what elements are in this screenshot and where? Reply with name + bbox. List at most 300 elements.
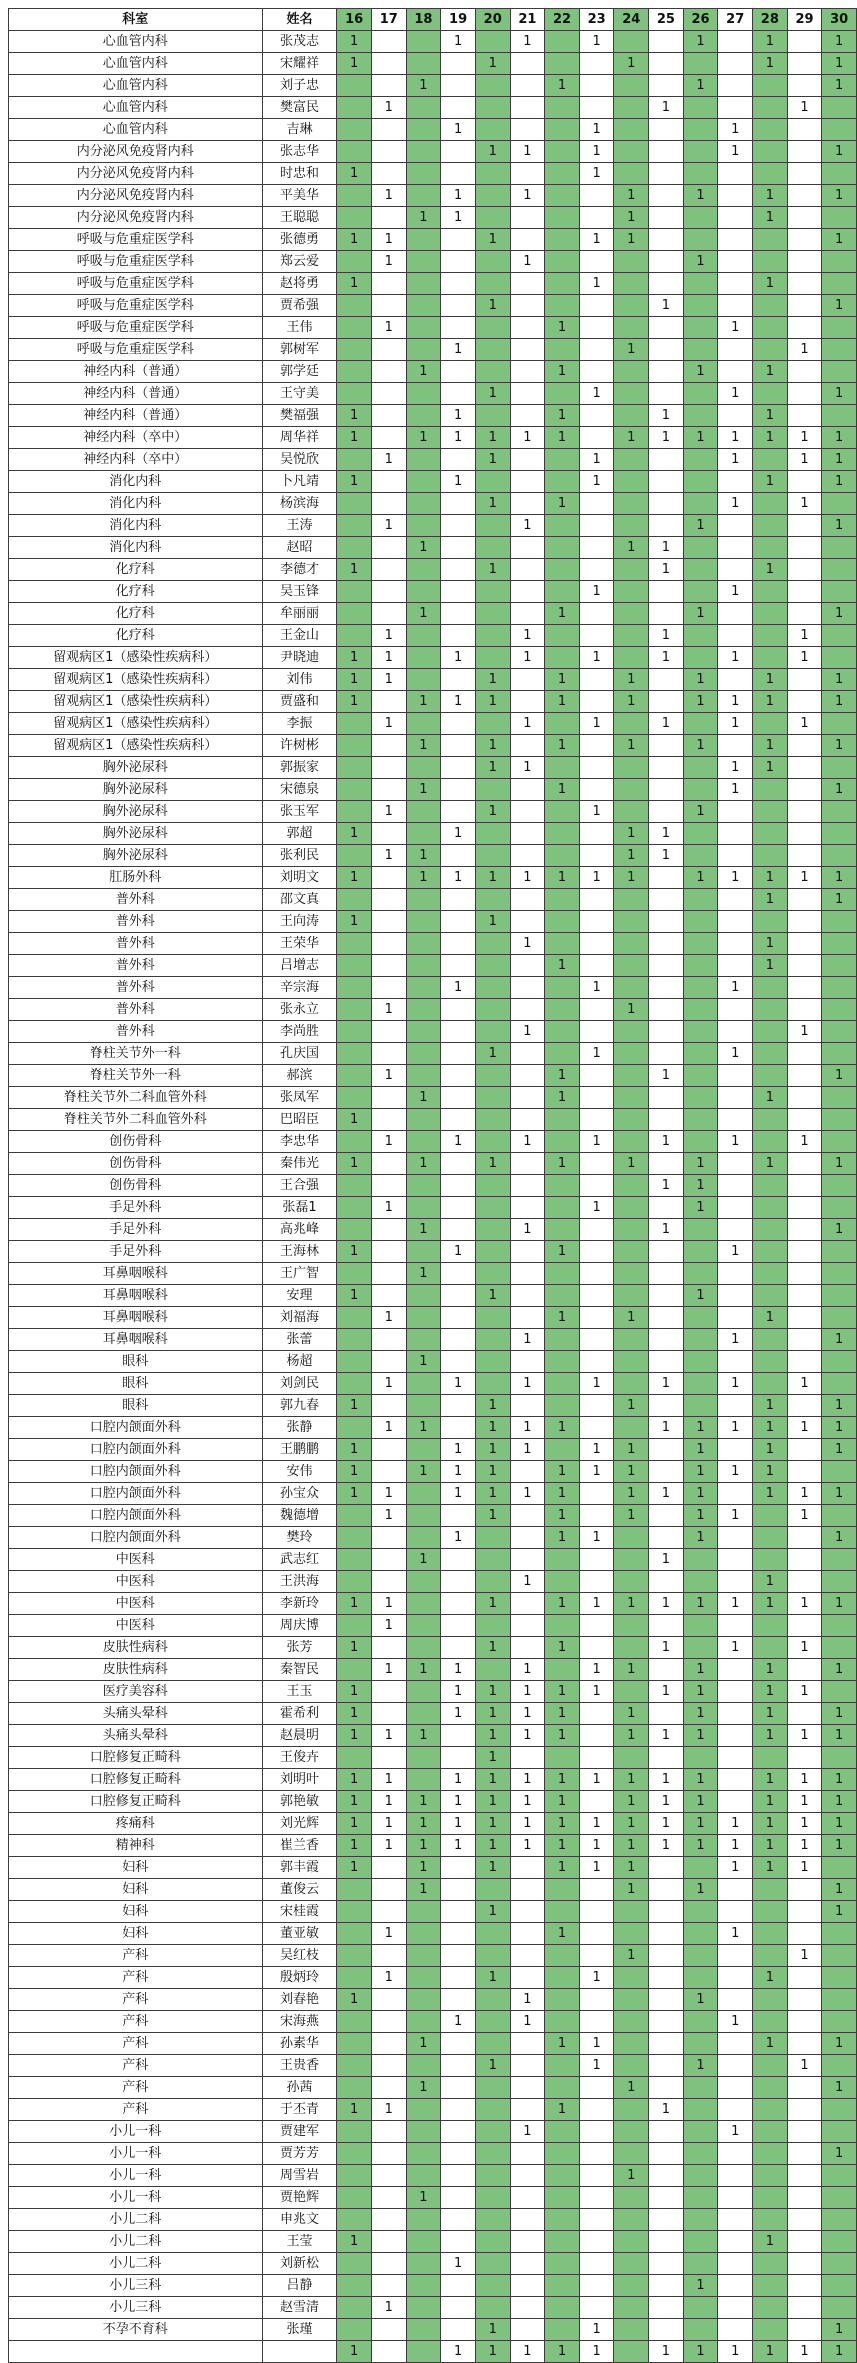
day-cell-26 [683,1307,718,1329]
day-cell-20: 1 [475,801,510,823]
day-cell-23: 1 [579,1461,614,1483]
table-row [9,1527,857,1549]
name-cell: 牟丽丽 [262,603,337,625]
day-cell-21: 1 [510,1417,545,1439]
day-cell-28 [753,1351,788,1373]
day-cell-21: 1 [510,31,545,53]
day-cell-21 [510,2165,545,2187]
day-cell-22: 1 [545,75,580,97]
day-cell-17 [371,691,406,713]
name-cell: 张茂志 [262,31,337,53]
day-cell-20: 1 [475,1417,510,1439]
day-cell-28 [753,1549,788,1571]
name-cell: 赵晨明 [262,1725,337,1747]
day-cell-25 [649,1879,684,1901]
day-cell-26 [683,1351,718,1373]
day-cell-22 [545,537,580,559]
name-cell: 张静 [262,1417,337,1439]
day-cell-30 [822,97,857,119]
day-cell-16 [337,889,372,911]
day-cell-20: 1 [475,1637,510,1659]
day-cell-23 [579,251,614,273]
day-cell-27: 1 [718,581,753,603]
day-cell-26 [683,1373,718,1395]
dept-cell: 留观病区1（感染性疾病科） [9,669,263,691]
day-cell-21 [510,361,545,383]
day-cell-20 [475,1571,510,1593]
day-cell-17 [371,2011,406,2033]
day-cell-17 [371,735,406,757]
day-cell-17 [371,2341,406,2363]
day-cell-25: 1 [649,427,684,449]
day-cell-29 [787,691,822,713]
day-cell-19 [441,1571,476,1593]
day-cell-23 [579,2121,614,2143]
day-cell-25 [649,2055,684,2077]
day-cell-16 [337,449,372,471]
day-cell-21 [510,317,545,339]
day-cell-23: 1 [579,1043,614,1065]
day-cell-25: 1 [649,537,684,559]
day-cell-24 [614,911,649,933]
day-cell-16: 1 [337,691,372,713]
day-cell-23 [579,339,614,361]
day-cell-25: 1 [649,647,684,669]
day-cell-25: 1 [649,1219,684,1241]
day-cell-28: 1 [753,273,788,295]
day-cell-16 [337,735,372,757]
day-cell-19 [441,97,476,119]
name-cell: 刘福海 [262,1307,337,1329]
dept-cell: 皮肤性病科 [9,1637,263,1659]
day-cell-22: 1 [545,427,580,449]
name-cell: 张蕾 [262,1329,337,1351]
day-cell-20 [475,2253,510,2275]
name-cell: 刘明叶 [262,1769,337,1791]
day-cell-26: 1 [683,1791,718,1813]
day-cell-24 [614,2121,649,2143]
day-cell-18: 1 [406,1351,441,1373]
day-cell-28 [753,647,788,669]
day-cell-23 [579,53,614,75]
day-cell-17 [371,1043,406,1065]
day-cell-21: 1 [510,141,545,163]
day-cell-23: 1 [579,449,614,471]
day-cell-27 [718,2231,753,2253]
header-day-16: 16 [337,9,372,31]
day-cell-24: 1 [614,229,649,251]
day-cell-20: 1 [475,493,510,515]
day-cell-19 [441,2209,476,2231]
header-day-26: 26 [683,9,718,31]
day-cell-30: 1 [822,1725,857,1747]
day-cell-24 [614,1175,649,1197]
day-cell-26 [683,317,718,339]
day-cell-30: 1 [822,295,857,317]
name-cell: 崔兰香 [262,1835,337,1857]
day-cell-18: 1 [406,1791,441,1813]
day-cell-22 [545,2077,580,2099]
day-cell-21 [510,2297,545,2319]
table-row [9,1131,857,1153]
day-cell-20 [475,933,510,955]
day-cell-18 [406,515,441,537]
day-cell-24 [614,405,649,427]
dept-cell: 耳鼻咽喉科 [9,1285,263,1307]
day-cell-20: 1 [475,1593,510,1615]
day-cell-18 [406,801,441,823]
day-cell-17 [371,339,406,361]
day-cell-18: 1 [406,1857,441,1879]
day-cell-21 [510,229,545,251]
day-cell-24: 1 [614,1461,649,1483]
dept-cell: 口腔内颌面外科 [9,1527,263,1549]
day-cell-19 [441,1967,476,1989]
day-cell-24 [614,1197,649,1219]
day-cell-22 [545,757,580,779]
table-row [9,1769,857,1791]
day-cell-25 [649,1857,684,1879]
dept-cell: 不孕不育科 [9,2319,263,2341]
day-cell-30 [822,339,857,361]
day-cell-23 [579,1285,614,1307]
day-cell-16 [337,1571,372,1593]
day-cell-17: 1 [371,1131,406,1153]
day-cell-20 [475,1021,510,1043]
table-row [9,2187,857,2209]
day-cell-24 [614,1967,649,1989]
day-cell-30 [822,1989,857,2011]
day-cell-24 [614,97,649,119]
table-row [9,163,857,185]
day-cell-26 [683,889,718,911]
day-cell-24: 1 [614,845,649,867]
day-cell-26: 1 [683,361,718,383]
day-cell-21: 1 [510,1571,545,1593]
day-cell-23 [579,537,614,559]
day-cell-18 [406,2055,441,2077]
day-cell-30 [822,2297,857,2319]
day-cell-19: 1 [441,1813,476,1835]
day-cell-21: 1 [510,1681,545,1703]
day-cell-22 [545,2165,580,2187]
day-cell-26 [683,53,718,75]
day-cell-23: 1 [579,801,614,823]
day-cell-25: 1 [649,2099,684,2121]
day-cell-27 [718,53,753,75]
day-cell-17: 1 [371,1725,406,1747]
table-row [9,273,857,295]
day-cell-27: 1 [718,1043,753,1065]
day-cell-21 [510,779,545,801]
day-cell-17 [371,1241,406,1263]
day-cell-21: 1 [510,1131,545,1153]
dept-cell: 神经内科（普通） [9,361,263,383]
day-cell-26 [683,1637,718,1659]
day-cell-26 [683,295,718,317]
day-cell-27 [718,1307,753,1329]
day-cell-26: 1 [683,1175,718,1197]
name-cell: 秦智民 [262,1659,337,1681]
day-cell-17 [371,1329,406,1351]
day-cell-29 [787,2099,822,2121]
day-cell-22: 1 [545,691,580,713]
day-cell-22 [545,449,580,471]
day-cell-18 [406,449,441,471]
day-cell-22 [545,1109,580,1131]
day-cell-28 [753,2077,788,2099]
day-cell-22: 1 [545,1065,580,1087]
name-cell: 贾盛和 [262,691,337,713]
day-cell-25 [649,2209,684,2231]
day-cell-18: 1 [406,2033,441,2055]
day-cell-16 [337,207,372,229]
day-cell-30 [822,1549,857,1571]
name-cell: 王俊卉 [262,1747,337,1769]
day-cell-18 [406,317,441,339]
table-row [9,2033,857,2055]
day-cell-26 [683,1967,718,1989]
day-cell-25: 1 [649,1637,684,1659]
day-cell-24 [614,977,649,999]
day-cell-18 [406,2231,441,2253]
day-cell-26 [683,2121,718,2143]
day-cell-29 [787,1087,822,1109]
day-cell-28 [753,2187,788,2209]
day-cell-23 [579,97,614,119]
name-cell: 王荣华 [262,933,337,955]
day-cell-30 [822,1681,857,1703]
table-row [9,2297,857,2319]
day-cell-16 [337,1615,372,1637]
day-cell-23 [579,1725,614,1747]
day-cell-17 [371,2121,406,2143]
day-cell-21 [510,53,545,75]
day-cell-30 [822,1747,857,1769]
day-cell-28: 1 [753,1791,788,1813]
day-cell-30 [822,207,857,229]
day-cell-16: 1 [337,1791,372,1813]
name-cell: 许树彬 [262,735,337,757]
day-cell-29 [787,2187,822,2209]
day-cell-18 [406,163,441,185]
day-cell-21 [510,1241,545,1263]
day-cell-25 [649,1461,684,1483]
day-cell-16: 1 [337,1461,372,1483]
dept-cell: 小儿二科 [9,2209,263,2231]
day-cell-28 [753,2275,788,2297]
day-cell-28 [753,1197,788,1219]
table-row [9,2319,857,2341]
day-cell-19: 1 [441,339,476,361]
day-cell-28 [753,1901,788,1923]
day-cell-30: 1 [822,603,857,625]
day-cell-25 [649,1901,684,1923]
day-cell-30 [822,977,857,999]
day-cell-24 [614,2341,649,2363]
day-cell-30 [822,1637,857,1659]
day-cell-22 [545,625,580,647]
name-cell: 张凤军 [262,1087,337,1109]
day-cell-28: 1 [753,1395,788,1417]
day-cell-17: 1 [371,251,406,273]
name-cell: 吴悦欣 [262,449,337,471]
day-cell-19: 1 [441,1791,476,1813]
day-cell-20 [475,1549,510,1571]
day-cell-16 [337,2055,372,2077]
day-cell-30 [822,1923,857,1945]
day-cell-16 [337,625,372,647]
day-cell-26: 1 [683,1769,718,1791]
day-cell-25: 1 [649,1681,684,1703]
day-cell-28 [753,295,788,317]
header-day-20: 20 [475,9,510,31]
day-cell-30 [822,2011,857,2033]
day-cell-17: 1 [371,999,406,1021]
day-cell-18 [406,1373,441,1395]
day-cell-23 [579,2165,614,2187]
day-cell-25 [649,955,684,977]
day-cell-29 [787,1461,822,1483]
day-cell-24 [614,251,649,273]
dept-cell: 留观病区1（感染性疾病科） [9,735,263,757]
day-cell-24 [614,1263,649,1285]
day-cell-17 [371,603,406,625]
day-cell-24: 1 [614,1703,649,1725]
day-cell-16 [337,361,372,383]
day-cell-17 [371,31,406,53]
day-cell-27 [718,955,753,977]
day-cell-21 [510,2275,545,2297]
dept-cell: 妇科 [9,1879,263,1901]
table-row [9,2077,857,2099]
day-cell-24: 1 [614,1483,649,1505]
day-cell-27 [718,1109,753,1131]
day-cell-20: 1 [475,1461,510,1483]
day-cell-16 [337,141,372,163]
name-cell: 郭九春 [262,1395,337,1417]
day-cell-25 [649,1945,684,1967]
day-cell-17 [371,295,406,317]
day-cell-20 [475,955,510,977]
day-cell-29 [787,1747,822,1769]
day-cell-27 [718,1989,753,2011]
day-cell-27: 1 [718,383,753,405]
day-cell-29 [787,537,822,559]
table-row [9,1021,857,1043]
day-cell-29 [787,2143,822,2165]
day-cell-21 [510,911,545,933]
day-cell-24: 1 [614,2165,649,2187]
day-cell-18 [406,2121,441,2143]
name-cell: 吉琳 [262,119,337,141]
day-cell-28: 1 [753,427,788,449]
day-cell-30 [822,1263,857,1285]
day-cell-20: 1 [475,867,510,889]
day-cell-26: 1 [683,1659,718,1681]
day-cell-30 [822,1307,857,1329]
day-cell-23 [579,207,614,229]
day-cell-23 [579,1549,614,1571]
day-cell-27: 1 [718,1505,753,1527]
day-cell-18 [406,405,441,427]
day-cell-28: 1 [753,757,788,779]
day-cell-21: 1 [510,1835,545,1857]
day-cell-26 [683,1395,718,1417]
day-cell-17: 1 [371,1065,406,1087]
day-cell-29 [787,1395,822,1417]
dept-cell: 普外科 [9,933,263,955]
name-cell: 张瑾 [262,2319,337,2341]
day-cell-18 [406,1505,441,1527]
day-cell-25 [649,119,684,141]
day-cell-27 [718,1527,753,1549]
day-cell-21: 1 [510,1725,545,1747]
day-cell-22: 1 [545,493,580,515]
table-row [9,1043,857,1065]
day-cell-24 [614,581,649,603]
day-cell-27 [718,1285,753,1307]
name-cell: 郭振家 [262,757,337,779]
table-row [9,1615,857,1637]
day-cell-25: 1 [649,559,684,581]
day-cell-23 [579,317,614,339]
day-cell-25 [649,185,684,207]
day-cell-24: 1 [614,999,649,1021]
day-cell-16 [337,1901,372,1923]
day-cell-22 [545,53,580,75]
day-cell-22 [545,515,580,537]
day-cell-18 [406,1285,441,1307]
day-cell-26: 1 [683,1285,718,1307]
day-cell-18: 1 [406,2077,441,2099]
day-cell-26: 1 [683,603,718,625]
day-cell-17: 1 [371,1417,406,1439]
day-cell-23 [579,1109,614,1131]
day-cell-23 [579,1483,614,1505]
day-cell-30 [822,273,857,295]
day-cell-25: 1 [649,1065,684,1087]
day-cell-27: 1 [718,493,753,515]
day-cell-22: 1 [545,361,580,383]
day-cell-16: 1 [337,1769,372,1791]
day-cell-18: 1 [406,1153,441,1175]
day-cell-17 [371,1395,406,1417]
name-cell: 董亚敏 [262,1923,337,1945]
day-cell-18 [406,1527,441,1549]
dept-cell: 产科 [9,2077,263,2099]
day-cell-24 [614,493,649,515]
day-cell-21: 1 [510,2121,545,2143]
table-row [9,867,857,889]
day-cell-24 [614,713,649,735]
day-cell-21 [510,581,545,603]
day-cell-24 [614,1681,649,1703]
day-cell-27 [718,801,753,823]
day-cell-29 [787,273,822,295]
table-row [9,1879,857,1901]
day-cell-21: 1 [510,867,545,889]
day-cell-20 [475,1175,510,1197]
day-cell-25 [649,2033,684,2055]
day-cell-18 [406,1065,441,1087]
day-cell-29 [787,1659,822,1681]
table-row [9,977,857,999]
table-row [9,361,857,383]
day-cell-26 [683,1747,718,1769]
day-cell-17 [371,1219,406,1241]
day-cell-29 [787,1285,822,1307]
